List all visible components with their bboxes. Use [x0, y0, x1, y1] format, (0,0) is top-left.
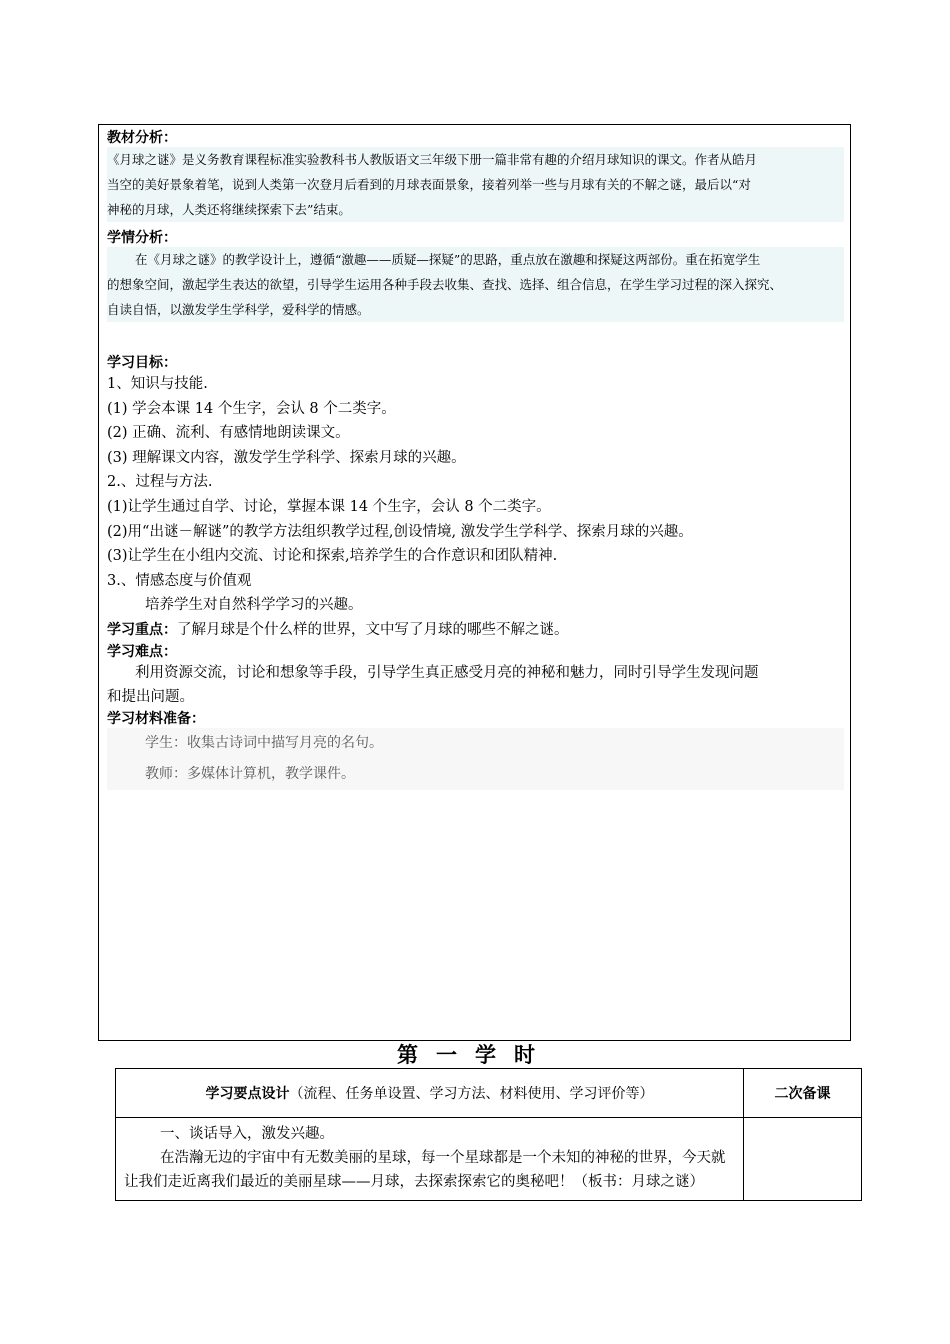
second-prep-header: 二次备课 — [744, 1069, 862, 1118]
key-point — [107, 618, 844, 643]
period-title: 第一学时 — [397, 1042, 553, 1067]
situation-line: 自读自悟，以激发学生学科学，爱科学的情感。 — [107, 297, 844, 322]
design-table-header-row — [116, 1069, 862, 1118]
design-table — [115, 1068, 862, 1201]
design-header-bold: 学习要点设计 — [205, 1086, 290, 1102]
analysis-heading: 教材分析： — [107, 130, 177, 146]
analysis-line: 《月球之谜》是义务教育课程标准实验教科书人教版语文三年级下册一篇非常有趣的介绍月球知识的课文。作者从皓月 — [107, 147, 844, 172]
goal-line: 3.、情感态度与价值观 — [107, 572, 252, 589]
goals-heading: 学习目标： — [107, 355, 177, 371]
difficulty-line: 利用资源交流，讨论和想象等手段，引导学生真正感受月亮的神秘和魅力，同时引导学生发现问题 — [135, 664, 759, 681]
design-header-cell — [116, 1069, 744, 1118]
situation-heading: 学情分析： — [107, 230, 177, 246]
design-body-line: 一、谈话导入，激发兴趣。 — [160, 1126, 334, 1142]
goal-line: 培养学生对自然科学学习的兴趣。 — [145, 597, 363, 614]
learning-goals-section — [107, 354, 844, 790]
materials-heading: 学习材料准备： — [107, 710, 205, 727]
key-heading: 学习重点： — [107, 621, 177, 638]
goal-line: (3) 理解课文内容，激发学生学科学、探索月球的兴趣。 — [107, 449, 466, 466]
goal-line: (1) 学会本课 14 个生字，会认 8 个二类字。 — [107, 400, 396, 417]
analysis-line: 神秘的月球，人类还将继续探索下去”结束。 — [107, 197, 844, 222]
situation-line: 在《月球之谜》的教学设计上，遵循“激趣——质疑—探疑”的思路，重点放在激趣和探疑这两部份。重在拓宽学生 — [107, 247, 844, 272]
situation-line: 的想象空间，激起学生表达的欲望，引导学生运用各种手段去收集、查找、选择、组合信息，在学生学习过程的深入探究、 — [107, 272, 844, 297]
second-prep-cell — [744, 1118, 862, 1201]
materials-line: 学生：收集古诗词中描写月亮的名句。 — [107, 728, 844, 759]
design-body-cell — [116, 1118, 744, 1201]
goal-line: (1)让学生通过自学、讨论，掌握本课 14 个生字，会认 8 个二类字。 — [107, 498, 551, 515]
difficulty-line: 和提出问题。 — [107, 689, 194, 706]
textbook-analysis-section — [107, 129, 844, 222]
design-header-rest: （流程、任务单设置、学习方法、材料使用、学习评价等） — [289, 1086, 654, 1102]
goal-line: (2) 正确、流利、有感情地朗读课文。 — [107, 425, 350, 442]
design-table-body-row — [116, 1118, 862, 1201]
lesson-plan-box — [98, 124, 851, 1041]
goal-line: (2)用“出谜－解谜”的教学方法组织教学过程,创设情境, 激发学生学科学、探索月球的兴趣。 — [107, 523, 693, 540]
materials-line: 教师：多媒体计算机，教学课件。 — [107, 759, 844, 790]
key-text: 了解月球是个什么样的世界，文中写了月球的哪些不解之谜。 — [177, 621, 569, 638]
analysis-line: 当空的美好景象着笔，说到人类第一次登月后看到的月球表面景象，接着列举一些与月球有关的不解之谜，最后以“对 — [107, 172, 844, 197]
difficulty-heading: 学习难点： — [107, 643, 177, 660]
goal-line: 2.、过程与方法. — [107, 474, 213, 491]
design-body-paragraph: 在浩瀚无边的宇宙中有无数美丽的星球，每一个星球都是一个未知的神秘的世界，今天就让我们走近离我们最近的美丽星球——月球，去探索探索它的奥秘吧！（板书：月球之谜） — [124, 1150, 726, 1190]
goal-line: 1、知识与技能. — [107, 376, 208, 392]
goal-line: (3)让学生在小组内交流、讨论和探索,培养学生的合作意识和团队精神. — [107, 548, 558, 565]
student-situation-section — [107, 229, 844, 322]
